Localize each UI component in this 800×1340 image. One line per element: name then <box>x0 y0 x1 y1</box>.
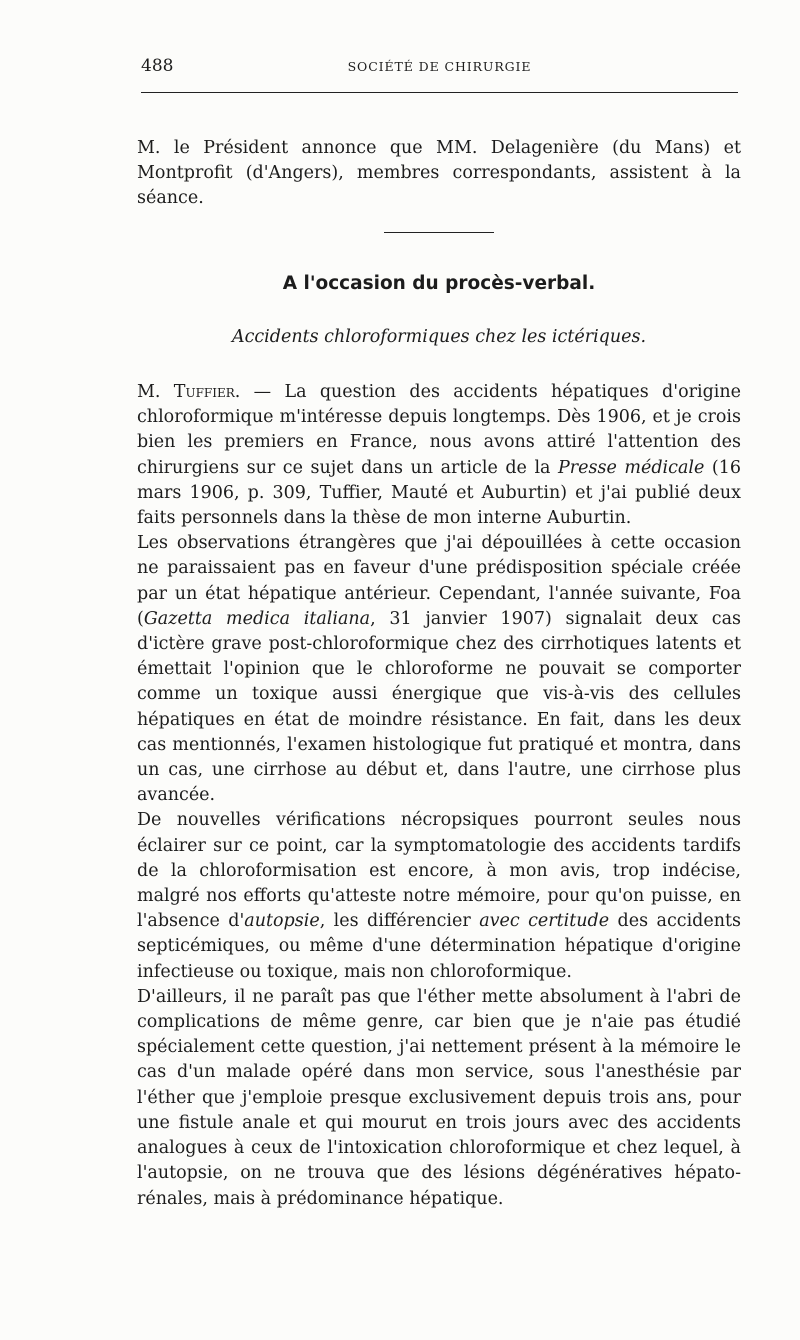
speaker-name: M. Tuffier. <box>137 382 241 402</box>
paragraph-2 <box>137 531 741 808</box>
paragraph-3-text-a: De nouvelles vérifications nécropsiques pourront seules nous éclairer sur ce point, car la symptomatologie des accidents tardifs de la chloroformisation est encore, à mon avis, trop indécise, malgré nos efforts qu'atteste notre mémoire, pour qu'on puisse, en l'absence d' <box>137 810 741 932</box>
announcement-paragraph <box>137 136 741 212</box>
body-text <box>137 380 741 1212</box>
paragraph-1-text-a: — La question des accidents hépatiques d'origine chloroformique m'intéresse depuis longtemps. Dès 1906, et je crois bien les premiers en France, nous avons attiré l'attention des chirurgiens sur ce sujet dans un article de la <box>137 382 741 478</box>
section-divider <box>384 232 494 233</box>
header-rule <box>141 92 738 93</box>
page-number: 488 <box>141 56 174 76</box>
paragraph-3 <box>137 808 741 984</box>
running-head: SOCIÉTÉ DE CHIRURGIE <box>347 59 532 74</box>
announcement-text: M. le Président annonce que MM. Delagenière (du Mans) et Montprofit (d'Angers), membres correspondants, assistent à la séance. <box>137 138 741 209</box>
journal-title: Presse médicale <box>558 457 705 478</box>
paragraph-1 <box>137 380 741 531</box>
page-header <box>141 56 738 80</box>
paragraph-3-text-c: des accidents septicémiques, ou même d'une détermination hépatique d'origine infectieuse ou toxique, mais non chloroformique. <box>137 911 742 982</box>
emphasis-autopsie: autopsie <box>244 911 320 932</box>
paragraph-3-text-b: , les différencier <box>319 911 480 932</box>
paragraph-1-text-b: (16 mars 1906, p. 309, Tuffier, Mauté et Auburtin) et j'ai publié deux faits personnels dans la thèse de mon interne Auburtin. <box>137 457 741 529</box>
section-subtitle: Accidents chloroformiques chez les ictériques. <box>231 327 647 347</box>
journal-title: Gazetta medica italiana <box>143 608 371 629</box>
emphasis-certitude: avec certitude <box>479 911 610 932</box>
paragraph-2-text-b: , 31 janvier 1907) signalait deux cas d'ictère grave post-chloroformique chez des cirrhotiques latents et émettait l'opinion que le chloroforme ne pouvait se comporter comme un toxique aussi énergique que vis-à-vis des cellules hépatiques en état de moindre résistance. En fait, dans les deux cas mentionnés, l'examen histologique fut pratiqué et montra, dans un cas, une cirrhose au début et, dans l'autre, une cirrhose plus avancée. <box>137 608 741 806</box>
section-title: A l'occasion du procès-verbal. <box>282 273 596 294</box>
paragraph-2-text-a: Les observations étrangères que j'ai dépouillées à cette occasion ne paraissaient pas en faveur d'une prédisposition spéciale créée par un état hépatique antérieur. Cependant, l'année suivante, Foa ( <box>137 533 741 629</box>
paragraph-4: D'ailleurs, il ne paraît pas que l'éther mette absolument à l'abri de complications de même genre, car bien que je n'aie pas étudié spécialement cette question, j'ai nettement présent à la mémoire le cas d'un malade opéré dans mon service, sous l'anesthésie par l'éther que j'emploie presque exclusivement depuis trois ans, pour une fistule anale et qui mourut en trois jours avec des accidents analogues à ceux de l'intoxication chloroformique et chez lequel, à l'autopsie, on ne trouva que des lésions dégénératives hépato-rénales, mais à prédominance hépatique. <box>137 986 741 1209</box>
